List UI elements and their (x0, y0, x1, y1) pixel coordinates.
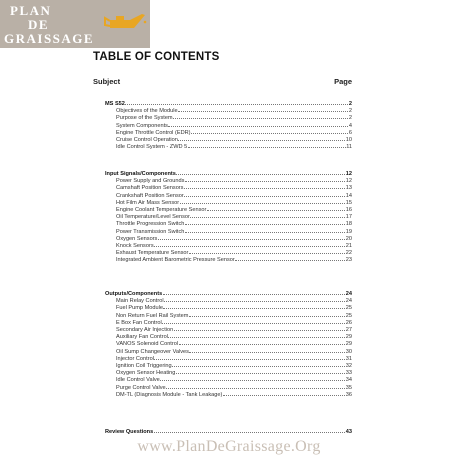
toc-entry-row (116, 227, 352, 234)
toc-page-number: 26 (345, 319, 352, 326)
dot-leader (160, 375, 345, 381)
toc-entry-label: Secondary Air Injection (116, 327, 174, 333)
toc-entry-row (116, 113, 352, 120)
toc-entry-label: Cruise Control Operation (116, 137, 178, 143)
toc-entry-row (116, 303, 352, 310)
dot-leader (180, 198, 346, 204)
dot-leader (184, 191, 345, 197)
toc-entry-row (116, 106, 352, 113)
dot-leader (178, 106, 348, 112)
dot-leader (184, 183, 345, 189)
dot-leader (164, 296, 345, 302)
toc-page-number: 20 (345, 235, 352, 242)
toc-entry-row (116, 311, 352, 318)
dot-leader (223, 390, 345, 396)
toc-entry-row (116, 296, 352, 303)
dot-leader (168, 332, 345, 338)
dot-leader (189, 248, 345, 254)
dot-leader (207, 205, 345, 211)
toc-page-number: 12 (345, 178, 352, 185)
dot-leader (154, 427, 346, 433)
toc-entry-label: Camshaft Position Sensors (116, 185, 184, 192)
toc-page-number: 33 (345, 370, 352, 377)
toc-entry-row (116, 135, 352, 142)
toc-entry-label: Purge Control Valve (116, 384, 166, 391)
dot-leader (185, 227, 345, 233)
toc-entry-label: Auxiliary Fan Control (116, 334, 168, 341)
toc-entry-label: Oil Temperature/Level Sensor (116, 214, 190, 221)
toc-entry-row (116, 332, 352, 339)
dot-leader (154, 354, 345, 360)
toc-section-row (105, 289, 352, 296)
toc-page-number: 29 (345, 341, 352, 348)
logo-word-graissage: GRAISSAGE (4, 31, 95, 46)
toc-entry-row (116, 191, 352, 198)
toc-page-number: 15 (345, 199, 352, 206)
toc-page-number: 6 (348, 129, 352, 136)
toc-entry-row (116, 361, 352, 368)
toc-entry-row (116, 176, 352, 183)
logo-word-de: DE (28, 17, 50, 32)
dot-leader (189, 347, 345, 353)
toc-entry-label: Engine Coolant Temperature Sensor (116, 207, 207, 213)
toc-page-number: 22 (345, 250, 352, 257)
dot-leader (166, 383, 345, 389)
toc-entry-label: Idle Control Valve (116, 377, 160, 384)
toc-entry-label: Throttle Progression Switch (116, 221, 185, 228)
toc-entry-row (116, 234, 352, 241)
dot-leader (172, 361, 345, 367)
toc-entry-label: Engine Throttle Control (EDR) (116, 129, 191, 136)
toc-page-number: 25 (345, 305, 352, 312)
dot-leader (174, 325, 346, 331)
toc-entry-label: System Components (116, 122, 168, 129)
dot-leader (185, 176, 345, 182)
toc-entry-row (116, 198, 352, 205)
dot-leader (168, 121, 348, 127)
toc-entry-row (116, 219, 352, 226)
toc-entry-row (116, 347, 352, 354)
dot-leader (176, 169, 345, 175)
toc-page-number: 16 (345, 207, 352, 213)
toc-page-number: 12 (345, 171, 352, 177)
toc-page-number: 27 (345, 327, 352, 333)
toc-entry-label: Power Supply and Grounds (116, 178, 185, 185)
dot-leader (158, 234, 345, 240)
toc-entry-row (116, 205, 352, 212)
toc-section-title: MS S52 (105, 101, 125, 107)
toc-entry-label: Injector Control (116, 355, 154, 362)
dot-leader (189, 311, 345, 317)
toc-page-number: 24 (345, 298, 352, 305)
dot-leader (190, 212, 345, 218)
toc-section-row (105, 427, 352, 434)
dot-leader (125, 99, 348, 105)
toc-page-number: 25 (345, 312, 352, 319)
toc-page-number: 13 (345, 185, 352, 192)
dot-leader (191, 128, 348, 134)
toc-page-number: 24 (345, 291, 352, 297)
dot-leader (154, 241, 345, 247)
toc-entry-label: Purpose of the System (116, 115, 173, 122)
toc-entry-label: Integrated Ambient Barometric Pressure Sensor (116, 257, 235, 264)
page-column-header: Page (334, 77, 352, 86)
toc-page-number: 10 (345, 137, 352, 143)
toc-page-number: 4 (348, 122, 352, 129)
toc-page-number: 30 (345, 348, 352, 355)
toc-entry-row (116, 128, 352, 135)
toc-entry-label: Main Relay Control (116, 298, 164, 305)
toc-entry-row (116, 241, 352, 248)
toc-page-number: 11 (346, 144, 352, 151)
dot-leader (185, 219, 345, 225)
dot-leader (179, 339, 346, 345)
toc-section-title: Review Questions (105, 429, 154, 435)
toc-page-number: 29 (345, 334, 352, 341)
toc-page-number: 32 (345, 363, 352, 369)
toc-section-row (105, 99, 352, 106)
toc-entry-row (116, 339, 352, 346)
toc-page-number: 43 (345, 429, 352, 435)
toc-page-number: 35 (345, 384, 352, 391)
toc-entry-row (116, 255, 352, 262)
toc-page-number: 21 (345, 243, 352, 249)
oil-can-icon (104, 6, 148, 36)
logo-word-plan: PLAN (10, 3, 52, 18)
toc-entry-row (116, 354, 352, 361)
toc-page-number: 17 (345, 214, 352, 221)
toc-entry-row (116, 142, 352, 149)
dot-leader (176, 368, 345, 374)
toc-page-number: 2 (348, 108, 352, 115)
toc-entry-row (116, 183, 352, 190)
toc-entry-label: VANOS Solenoid Control (116, 341, 179, 348)
toc-section-title: Input Signals/Components (105, 171, 176, 177)
toc-entry-row (116, 383, 352, 390)
dot-leader (163, 289, 346, 295)
toc-section-title: Outputs/Components (105, 291, 163, 297)
dot-leader (235, 255, 345, 261)
toc-section-row (105, 169, 352, 176)
toc-entry-label: Oxygen Sensor Heating (116, 370, 176, 377)
toc-entry-label: Ignition Coil Triggering (116, 363, 172, 369)
dot-leader (188, 142, 346, 148)
toc-entry-label: Oxygen Sensors (116, 235, 158, 242)
toc-entry-label: Idle Control System - ZWD 5 (116, 144, 188, 151)
dot-leader (162, 318, 345, 324)
toc-page-number: 31 (345, 355, 352, 362)
toc-page-number: 34 (345, 377, 352, 384)
toc-entry-row (116, 212, 352, 219)
toc-entry-label: E Box Fan Control (116, 319, 162, 326)
toc-entry-row (116, 325, 352, 332)
toc-entry-label: Oil Sump Changeover Valves (116, 348, 189, 355)
subject-column-header: Subject (93, 77, 121, 86)
toc-page-number: 18 (345, 221, 352, 228)
toc-page-number: 23 (345, 257, 352, 264)
toc-entry-row (116, 318, 352, 325)
toc-entry-label: Objectives of the Module (116, 108, 178, 115)
toc-page-number: 2 (348, 101, 352, 107)
toc-entry-label: DM-TL (Diagnosis Module - Tank Leakage) (116, 391, 223, 398)
toc-entry-row (116, 121, 352, 128)
toc-entry-row (116, 390, 352, 397)
toc-entry-row (116, 368, 352, 375)
dot-leader (173, 113, 348, 119)
toc-page-number: 19 (345, 228, 352, 235)
toc-entry-label: Non Return Fuel Rail System (116, 312, 189, 319)
toc-entry-label: Power Transmission Switch (116, 228, 185, 235)
toc-entry-row (116, 375, 352, 382)
page-title: TABLE OF CONTENTS (93, 51, 220, 63)
dot-leader (178, 135, 345, 141)
dot-leader (163, 303, 345, 309)
toc-page-number: 2 (348, 115, 352, 122)
toc-entry-label: Fuel Pump Module (116, 305, 163, 312)
toc-entry-row (116, 248, 352, 255)
toc-entry-label: Knock Sensors (116, 243, 154, 249)
toc-entry-label: Crankshaft Position Sensor (116, 192, 184, 199)
toc-entry-label: Hot Film Air Mass Sensor (116, 199, 180, 206)
toc-entry-label: Exhaust Temperature Sensor (116, 250, 189, 257)
toc-page-number: 36 (345, 391, 352, 398)
website-footer: www.PlanDeGraissage.Org (137, 438, 321, 455)
plan-de-graissage-logo (0, 0, 150, 48)
toc-page-number: 14 (345, 192, 352, 199)
